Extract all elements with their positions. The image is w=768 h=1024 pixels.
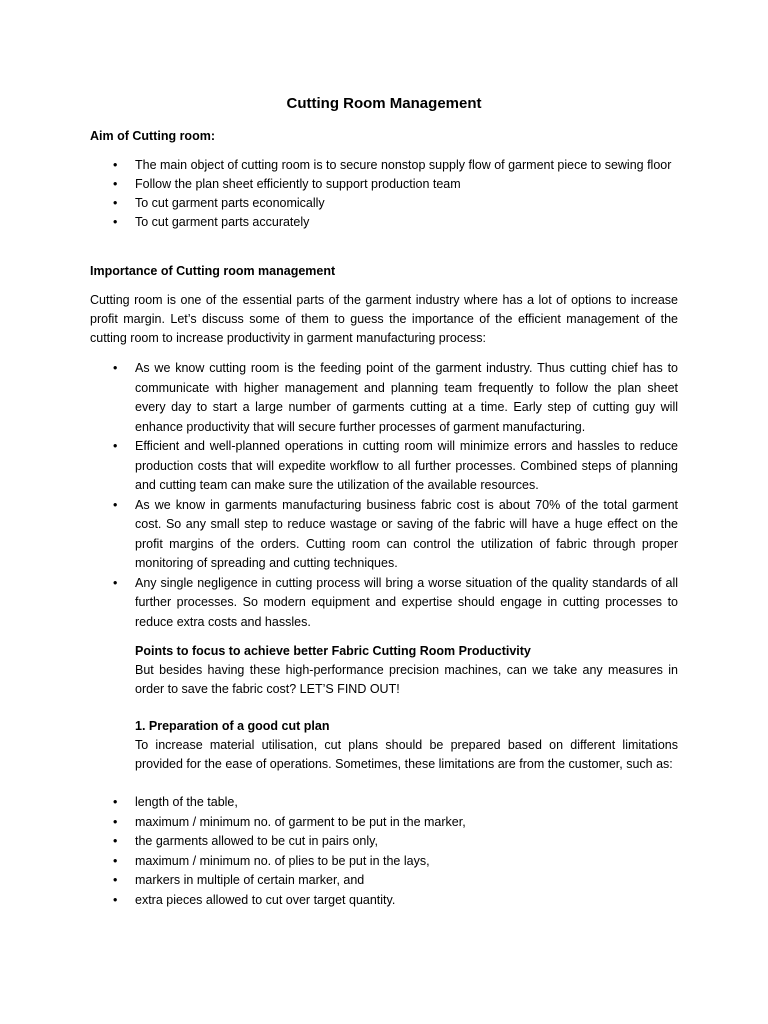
aim-bullet: • The main object of cutting room is to secure nonstop supply flow of garment piece to sewing floor: [90, 156, 678, 175]
cut-plan-text: To increase material utilisation, cut plans should be prepared based on different limitations provided for the ease of operations. Sometimes, these limitations are from the customer, such as:: [135, 738, 678, 771]
limitation-bullet: • maximum / minimum no. of garment to be put in the marker,: [90, 813, 678, 833]
importance-heading: Importance of Cutting room management: [90, 264, 336, 278]
importance-bullet: • Any single negligence in cutting process will bring a worse situation of the quality standards of all further processes. So modern equipment and expertise should engage in cutting processes to reduce extra costs and hassles.: [90, 574, 678, 633]
aim-bullet-list: [90, 156, 678, 232]
importance-bullet: • As we know in garments manufacturing business fabric cost is about 70% of the total garment cost. So any small step to reduce wastage or saving of the fabric will have a huge effect on the profit margins of the orders. Cutting room can control the utilization of fabric through proper monitoring of spreading and cutting techniques.: [90, 496, 678, 574]
importance-bullet: • Efficient and well-planned operations in cutting room will minimize errors and hassles to reduce production costs that will expedite workflow to all further processes. Combined steps of planning and cutting team can make sure the utilization of the available resources.: [90, 437, 678, 496]
limitation-bullet: • markers in multiple of certain marker, and: [90, 871, 678, 891]
document-title: Cutting Room Management: [286, 95, 482, 112]
cut-plan-section: [135, 717, 678, 774]
limitation-bullet: • maximum / minimum no. of plies to be put in the lays,: [90, 852, 678, 872]
aim-bullet: • To cut garment parts economically: [90, 194, 678, 213]
focus-section: [135, 642, 678, 699]
importance-paragraph: Cutting room is one of the essential parts of the garment industry where has a lot of options to increase profit margin. Let’s discuss some of them to guess the importance of the efficient management of the cutting room to increase productivity in garment manufacturing process:: [90, 293, 678, 345]
aim-bullet: • Follow the plan sheet efficiently to support production team: [90, 175, 678, 194]
limitation-bullet: • the garments allowed to be cut in pairs only,: [90, 832, 678, 852]
aim-bullet: • To cut garment parts accurately: [90, 213, 678, 232]
limitation-bullet-list: [90, 793, 678, 910]
importance-bullet: • As we know cutting room is the feeding point of the garment industry. Thus cutting chief has to communicate with higher management and planning team frequently to follow the plan sheet every day to start a large number of garments cutting at a time. Early step of cutting guy will enhance productivity that will secure further processes of garment manufacturing.: [90, 359, 678, 437]
cut-plan-heading: 1. Preparation of a good cut plan: [135, 719, 330, 733]
importance-bullet-list: [90, 359, 678, 632]
aim-heading: Aim of Cutting room:: [90, 129, 215, 143]
limitation-bullet: • extra pieces allowed to cut over target quantity.: [90, 891, 678, 911]
focus-heading: Points to focus to achieve better Fabric Cutting Room Productivity: [135, 644, 531, 658]
focus-text: But besides having these high-performance precision machines, can we take any measures in order to save the fabric cost? LET’S FIND OUT!: [135, 663, 678, 696]
limitation-bullet: • length of the table,: [90, 793, 678, 813]
